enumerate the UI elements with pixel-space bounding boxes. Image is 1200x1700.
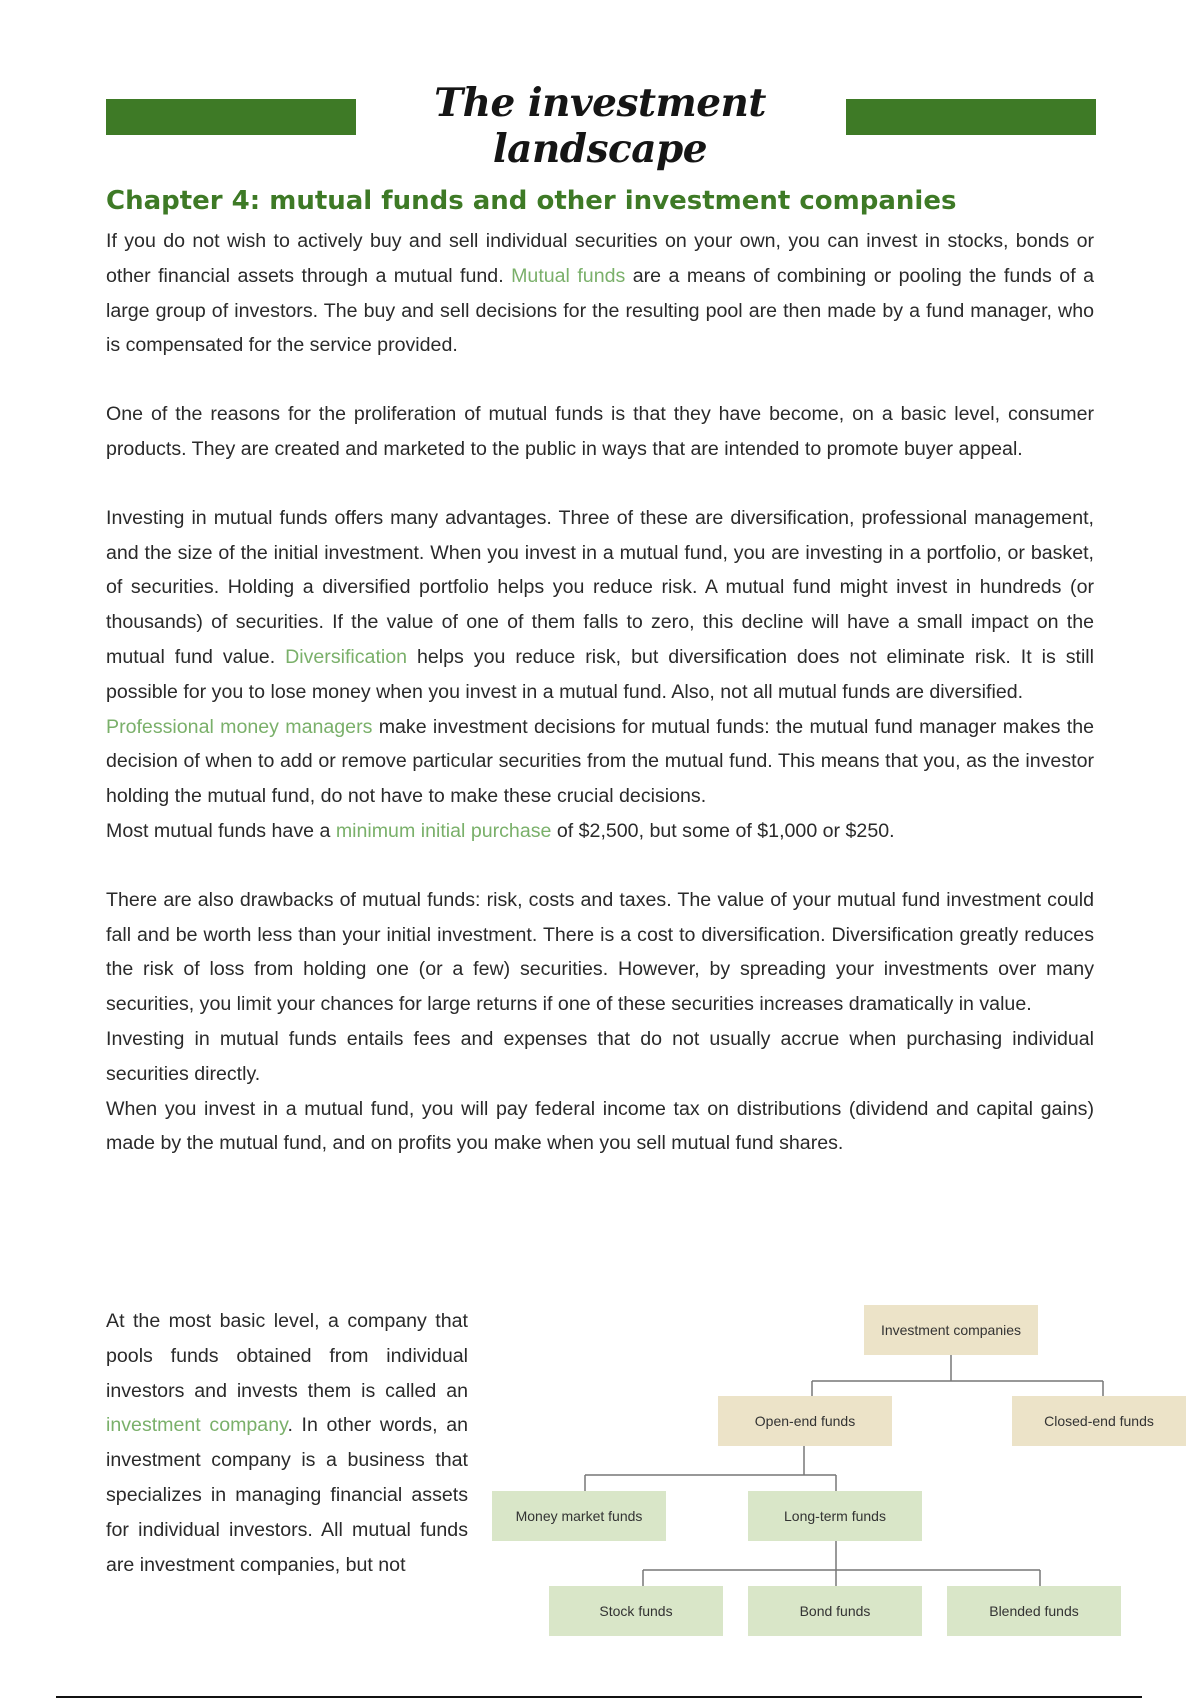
highlight-term-minimum-purchase: minimum initial purchase — [335, 819, 552, 842]
text-run: Investing in mutual funds offers many advantages. Three of these are diversification, professional management, and the size of the initial investment. When you invest in a mutual fund, you are investing in a portfolio, or basket, of securities. Holding a diversified portfolio helps you reduce risk. A mutual fund might invest in hundreds (or thousands) of securities. If the value of one of them falls to zero, this decline will have a small impact on the mutual fund value. — [106, 506, 1094, 668]
node-open-end-funds: Open-end funds — [718, 1396, 892, 1446]
paragraph-proliferation: One of the reasons for the proliferation of mutual funds is that they have become, on a basic level, consumer products. They are created and marketed to the public in ways that are intended to promote buyer appeal. — [106, 403, 1094, 460]
text-run: make investment decisions for mutual funds: the mutual fund manager makes the decision of when to add or remove particular securities from the mutual fund. This means that you, as the investor holding the mutual fund, do not have to make these crucial decisions. — [106, 715, 1094, 808]
chapter-heading: Chapter 4: mutual funds and other investment companies — [106, 186, 957, 216]
node-bond-funds: Bond funds — [748, 1586, 922, 1636]
bottom-rule — [56, 1696, 1142, 1698]
text-run: If you do not wish to actively buy and sell individual securities on your own, you can invest in stocks, bonds or other financial assets through a mutual fund. — [106, 230, 1094, 287]
paragraph-minimum-purchase — [106, 814, 1094, 849]
paragraph-mutual-funds — [106, 224, 1094, 363]
page-title: The investment landscape — [434, 80, 766, 172]
title-bar-left — [106, 99, 356, 135]
node-closed-end-funds: Closed-end funds — [1012, 1396, 1186, 1446]
text-run: At the most basic level, a company that pools funds obtained from individual investors and invests them is called an — [106, 1310, 468, 1402]
text-run: helps you reduce risk, but diversification does not eliminate risk. It is still possible for you to lose money when you invest in a mutual fund. Also, not all mutual funds are diversified. — [106, 645, 1095, 703]
text-run: . In other words, an investment company is a business that specializes in managing financial assets for individual investors. All mutual funds are investment companies, but not — [106, 1414, 468, 1576]
node-blended-funds: Blended funds — [947, 1586, 1121, 1636]
text-run: are a means of combining or pooling the funds of a large group of investors. The buy and sell decisions for the resulting pool are then made by a fund manager, who is compensated for the service provided. — [106, 264, 1094, 357]
paragraph-professional-managers — [106, 710, 1094, 814]
paragraph-advantages — [106, 501, 1094, 710]
text-run: Most mutual funds have a — [106, 819, 336, 842]
paragraph-taxes: When you invest in a mutual fund, you will pay federal income tax on distributions (dividend and capital gains) made by the mutual fund, and on profits you make when you sell mutual fund shares. — [106, 1097, 1094, 1155]
highlight-term-mutual-funds: Mutual funds — [511, 264, 626, 287]
node-money-market-funds: Money market funds — [492, 1491, 666, 1541]
node-long-term-funds: Long-term funds — [748, 1491, 922, 1541]
investment-companies-diagram — [480, 1296, 1190, 1646]
node-stock-funds: Stock funds — [549, 1586, 723, 1636]
paragraph-fees: Investing in mutual funds entails fees and expenses that do not usually accrue when purchasing individual securities directly. — [106, 1027, 1094, 1085]
node-investment-companies: Investment companies — [864, 1305, 1038, 1355]
title-bar-right — [846, 99, 1096, 135]
highlight-term-professional-managers: Professional money managers — [106, 715, 373, 738]
highlight-term-investment-company: investment company — [106, 1414, 288, 1437]
paragraph-investment-company — [106, 1304, 468, 1582]
paragraph-drawbacks: There are also drawbacks of mutual funds: risk, costs and taxes. The value of your mutual fund investment could fall and be worth less than your initial investment. There is a cost to diversification. Diversification greatly reduces the risk of loss from holding one (or a few) securities. However, by spreading your investments over many securities, you limit your chances for large returns if one of these securities increases dramatically in value. — [106, 888, 1094, 1016]
body-text — [106, 224, 1094, 1161]
text-run: of $2,500, but some of $1,000 or $250. — [551, 819, 895, 842]
highlight-term-diversification: Diversification — [285, 645, 408, 668]
